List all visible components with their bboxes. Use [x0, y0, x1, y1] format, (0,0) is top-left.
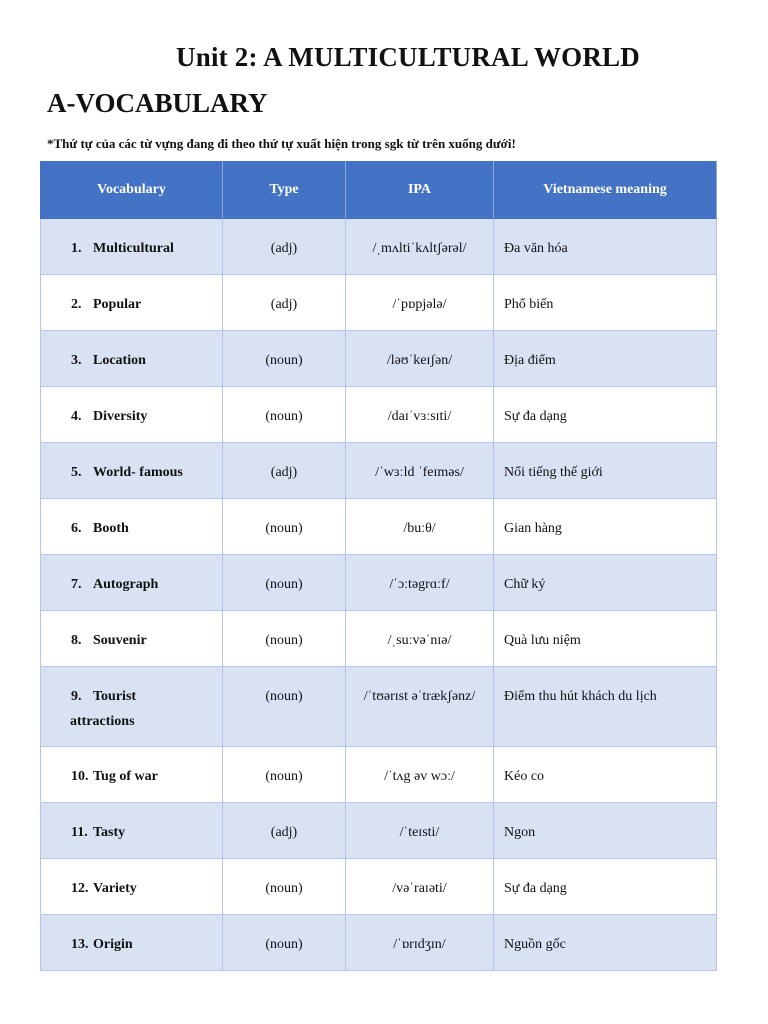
vietnamese-meaning: Chữ ký	[504, 577, 546, 592]
ipa-transcription: /ˈtʌg əv wɔː/	[384, 769, 455, 784]
ipa-cell	[346, 667, 494, 747]
type-cell	[223, 859, 346, 915]
table-row	[41, 499, 717, 555]
vietnamese-meaning: Quà lưu niệm	[504, 633, 581, 648]
word-type: (adj)	[270, 297, 298, 312]
ipa-transcription: /ləʊˈkeɪʃən/	[386, 353, 453, 368]
word-type: (adj)	[270, 465, 298, 480]
meaning-cell	[494, 499, 717, 555]
table-row	[41, 219, 717, 275]
word-type: (adj)	[270, 241, 298, 256]
meaning-cell	[494, 555, 717, 611]
ipa-transcription: /ˌmʌltiˈkʌltʃərəl/	[372, 241, 467, 256]
vietnamese-meaning: Điểm thu hút khách du lịch	[504, 689, 657, 704]
ipa-transcription: /ˈteɪsti/	[399, 825, 440, 840]
item-number: 1.	[71, 241, 82, 256]
table-row	[41, 331, 717, 387]
vietnamese-meaning: Gian hàng	[504, 521, 562, 536]
vocabulary-word: Tourist	[93, 689, 137, 704]
vocabulary-cell	[41, 859, 223, 915]
meaning-cell	[494, 611, 717, 667]
type-cell	[223, 331, 346, 387]
vocabulary-cell	[41, 499, 223, 555]
type-cell	[223, 747, 346, 803]
ipa-cell	[346, 555, 494, 611]
ipa-cell	[346, 275, 494, 331]
ipa-cell	[346, 331, 494, 387]
type-cell	[223, 611, 346, 667]
vocabulary-cell	[41, 915, 223, 971]
ipa-transcription: /ˌsuːvəˈnɪə/	[387, 633, 452, 648]
ipa-transcription: /ˈɒrɪdʒɪn/	[393, 937, 446, 952]
vocabulary-word: Multicultural	[93, 241, 174, 256]
vocabulary-word-continued: attractions	[70, 714, 135, 729]
table-body	[41, 219, 717, 971]
item-number: 6.	[71, 521, 82, 536]
vietnamese-meaning: Đa văn hóa	[504, 241, 568, 256]
vocabulary-word: Tasty	[93, 825, 126, 840]
ipa-transcription: /ˈɔːtəgrɑːf/	[389, 577, 450, 592]
item-number: 3.	[71, 353, 82, 368]
table-row	[41, 555, 717, 611]
type-cell	[223, 803, 346, 859]
item-number: 8.	[71, 633, 82, 648]
meaning-cell	[494, 331, 717, 387]
vocabulary-cell	[41, 611, 223, 667]
header-vietnamese-meaning: Vietnamese meaning	[494, 162, 717, 219]
vocabulary-word: World- famous	[93, 465, 183, 480]
type-cell	[223, 275, 346, 331]
vietnamese-meaning: Ngon	[504, 825, 536, 840]
item-number: 13.	[71, 937, 89, 952]
meaning-cell	[494, 387, 717, 443]
table-header	[41, 162, 717, 219]
type-cell	[223, 387, 346, 443]
ipa-cell	[346, 747, 494, 803]
word-type: (noun)	[265, 689, 303, 704]
vocabulary-cell	[41, 387, 223, 443]
table-row	[41, 611, 717, 667]
section-heading: A-VOCABULARY	[47, 88, 268, 118]
ipa-cell	[346, 915, 494, 971]
word-type: (noun)	[265, 881, 303, 896]
ipa-cell	[346, 443, 494, 499]
vietnamese-meaning: Phổ biến	[504, 297, 554, 312]
vocabulary-cell	[41, 803, 223, 859]
vietnamese-meaning: Địa điểm	[504, 353, 556, 368]
vietnamese-meaning: Sự đa dạng	[504, 409, 567, 424]
meaning-cell	[494, 747, 717, 803]
word-type: (noun)	[265, 769, 303, 784]
vocabulary-word: Variety	[93, 881, 137, 896]
vocabulary-cell	[41, 219, 223, 275]
ipa-transcription: /buːθ/	[403, 521, 436, 536]
ipa-cell	[346, 611, 494, 667]
item-number: 7.	[71, 577, 82, 592]
word-type: (noun)	[265, 409, 303, 424]
meaning-cell	[494, 803, 717, 859]
meaning-cell	[494, 219, 717, 275]
header-type: Type	[223, 162, 346, 219]
word-type: (noun)	[265, 353, 303, 368]
meaning-cell	[494, 275, 717, 331]
item-number: 10.	[71, 769, 89, 784]
vocabulary-word: Diversity	[93, 409, 148, 424]
vocabulary-word: Popular	[93, 297, 142, 312]
vocabulary-cell	[41, 747, 223, 803]
table-row	[41, 443, 717, 499]
ipa-transcription: /vəˈraɪəti/	[392, 881, 447, 896]
vietnamese-meaning: Sự đa dạng	[504, 881, 567, 896]
table-row	[41, 747, 717, 803]
vocabulary-word: Autograph	[93, 577, 159, 592]
item-number: 11.	[71, 825, 88, 840]
vocabulary-word: Location	[93, 353, 146, 368]
ipa-transcription: /daɪˈvɜːsɪti/	[387, 409, 452, 424]
ipa-transcription: /ˈtʊərɪst əˈtrækʃənz/	[363, 689, 476, 704]
vocabulary-cell	[41, 331, 223, 387]
type-cell	[223, 915, 346, 971]
item-number: 2.	[71, 297, 82, 312]
vocabulary-table	[40, 161, 717, 971]
type-cell	[223, 443, 346, 499]
order-note: *Thứ tự của các từ vựng đang đi theo thứ tự xuất hiện trong sgk từ trên xuống dưới!	[47, 136, 516, 151]
word-type: (adj)	[270, 825, 298, 840]
type-cell	[223, 555, 346, 611]
vocabulary-cell	[41, 275, 223, 331]
item-number: 9.	[71, 689, 82, 704]
meaning-cell	[494, 443, 717, 499]
vocabulary-word: Booth	[93, 521, 129, 536]
vocabulary-word: Origin	[93, 937, 133, 952]
table-row	[41, 275, 717, 331]
vietnamese-meaning: Nổi tiếng thế giới	[504, 465, 603, 480]
vocabulary-word: Souvenir	[93, 633, 147, 648]
ipa-transcription: /ˈpɒpjələ/	[392, 297, 447, 312]
vocabulary-cell	[41, 443, 223, 499]
ipa-cell	[346, 499, 494, 555]
vocabulary-word: Tug of war	[93, 769, 158, 784]
vocabulary-cell	[41, 667, 223, 747]
ipa-transcription: /ˈwɜːld ˈfeɪməs/	[375, 465, 464, 480]
header-row	[41, 162, 717, 219]
word-type: (noun)	[265, 521, 303, 536]
item-number: 4.	[71, 409, 82, 424]
vocabulary-cell	[41, 555, 223, 611]
word-type: (noun)	[265, 577, 303, 592]
header-ipa: IPA	[346, 162, 494, 219]
word-type: (noun)	[265, 633, 303, 648]
table-row	[41, 667, 717, 747]
table-row	[41, 803, 717, 859]
ipa-cell	[346, 803, 494, 859]
vietnamese-meaning: Kéo co	[504, 769, 545, 784]
meaning-cell	[494, 667, 717, 747]
table-row	[41, 915, 717, 971]
table-row	[41, 859, 717, 915]
item-number: 5.	[71, 465, 82, 480]
ipa-cell	[346, 859, 494, 915]
type-cell	[223, 667, 346, 747]
word-type: (noun)	[265, 937, 303, 952]
header-vocabulary: Vocabulary	[41, 162, 223, 219]
vietnamese-meaning: Nguồn gốc	[504, 937, 566, 952]
meaning-cell	[494, 915, 717, 971]
table-row	[41, 387, 717, 443]
type-cell	[223, 499, 346, 555]
ipa-cell	[346, 387, 494, 443]
page-title: Unit 2: A MULTICULTURAL WORLD	[176, 42, 640, 72]
type-cell	[223, 219, 346, 275]
ipa-cell	[346, 219, 494, 275]
meaning-cell	[494, 859, 717, 915]
item-number: 12.	[71, 881, 89, 896]
